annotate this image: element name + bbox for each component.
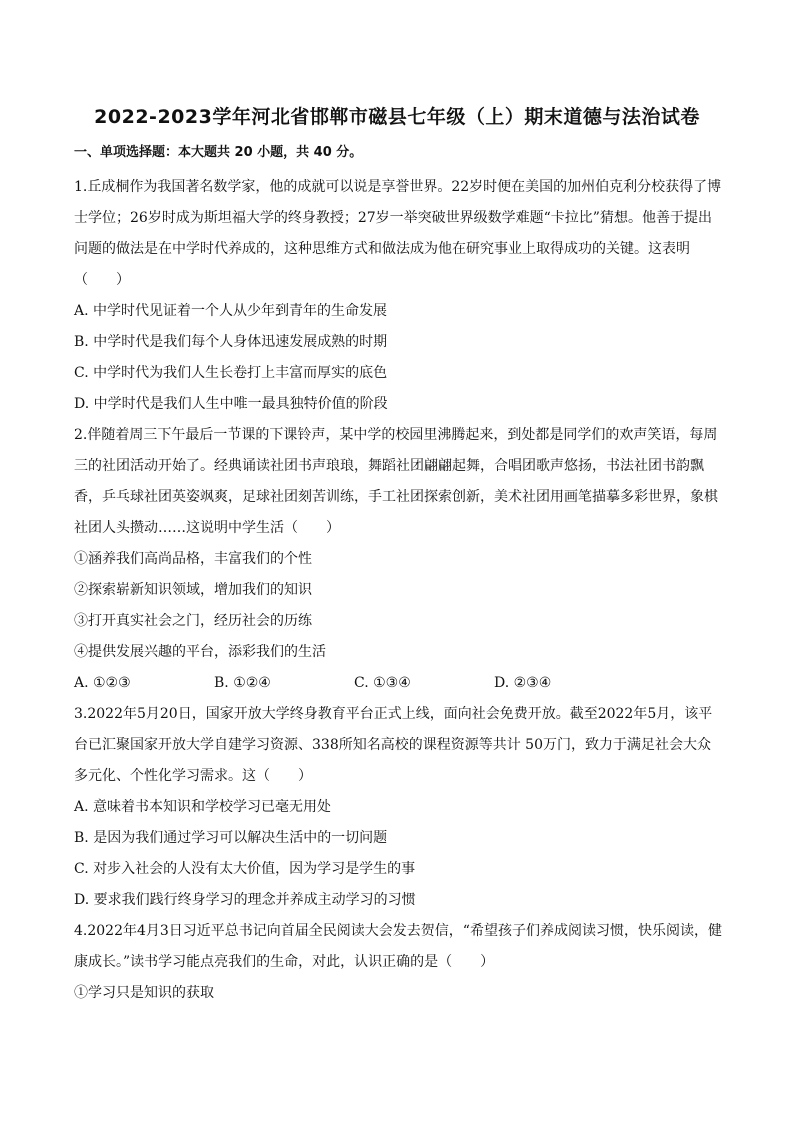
question-2-choice-d: D. ②③④ [494, 675, 552, 691]
section-heading: 一、单项选择题：本大题共 20 小题，共 40 分。 [74, 145, 363, 160]
question-3 [74, 699, 722, 916]
question-2-choice-a: A. ①②③ [74, 675, 131, 691]
question-2-choices [74, 668, 722, 699]
question-4 [74, 916, 722, 1009]
question-2-statement-3: ③打开真实社会之门，经历社会的历练 [74, 613, 312, 629]
exam-title: 2022-2023学年河北省邯郸市磁县七年级（上）期末道德与法治试卷 [94, 106, 700, 128]
question-list [74, 172, 722, 1009]
question-2-statement-2: ②探索崭新知识领域，增加我们的知识 [74, 582, 312, 598]
question-1-option-a: A. 中学时代见证着一个人从少年到青年的生命发展 [74, 303, 388, 319]
question-2 [74, 420, 722, 699]
question-1-option-c: C. 中学时代为我们人生长卷打上丰富而厚实的底色 [74, 365, 388, 381]
question-1-stem: 1.丘成桐作为我国著名数学家，他的成就可以说是享誉世界。22岁时便在美国的加州伯克利分校获得了博士学位；26岁时成为斯坦福大学的终身教授；27岁一举突破世界级数学难题“卡拉比”猜想。他善于提出问题的做法是在中学时代养成的，这种思维方式和做法成为他在研究事业上取得成功的关键。这表明（ ） [74, 179, 722, 288]
question-2-stem: 2.伴随着周三下午最后一节课的下课铃声，某中学的校园里沸腾起来，到处都是同学们的欢声笑语，每周三的社团活动开始了。经典诵读社团书声琅琅，舞蹈社团翩翩起舞，合唱团歌声悠扬，书法社团书韵飘香，乒乓球社团英姿飒爽，足球社团刻苦训练，手工社团探索创新，美术社团用画笔描摹多彩世界，象棋社团人头攒动……这说明中学生活（ ） [74, 427, 718, 536]
question-4-stem: 4.2022年4月3日习近平总书记向首届全民阅读大会发去贺信，“希望孩子们养成阅读习惯，快乐阅读，健康成长。”读书学习能点亮我们的生命，对此，认识正确的是（ ） [74, 923, 722, 970]
question-2-statement-1: ①涵养我们高尚品格，丰富我们的个性 [74, 551, 312, 567]
question-3-stem: 3.2022年5月20日，国家开放大学终身教育平台正式上线，面向社会免费开放。截至2022年5月，该平台已汇聚国家开放大学自建学习资源、338所知名高校的课程资源等共计 50万门，致力于满足社会大众多元化、个性化学习需求。这（ ） [74, 706, 713, 784]
question-3-option-b: B. 是因为我们通过学习可以解决生活中的一切问题 [74, 830, 388, 846]
question-3-option-a: A. 意味着书本知识和学校学习已毫无用处 [74, 799, 332, 815]
question-3-option-d: D. 要求我们践行终身学习的理念并养成主动学习的习惯 [74, 892, 416, 908]
question-1-option-d: D. 中学时代是我们人生中唯一最具独特价值的阶段 [74, 396, 388, 412]
question-2-statement-4: ④提供发展兴趣的平台，添彩我们的生活 [74, 644, 326, 660]
question-3-option-c: C. 对步入社会的人没有太大价值，因为学习是学生的事 [74, 861, 416, 877]
question-2-choice-b: B. ①②④ [214, 675, 271, 691]
question-4-statement-1: ①学习只是知识的获取 [74, 985, 214, 1001]
question-2-choice-c: C. ①③④ [354, 675, 411, 691]
question-1 [74, 172, 722, 420]
question-1-option-b: B. 中学时代是我们每个人身体迅速发展成熟的时期 [74, 334, 388, 350]
